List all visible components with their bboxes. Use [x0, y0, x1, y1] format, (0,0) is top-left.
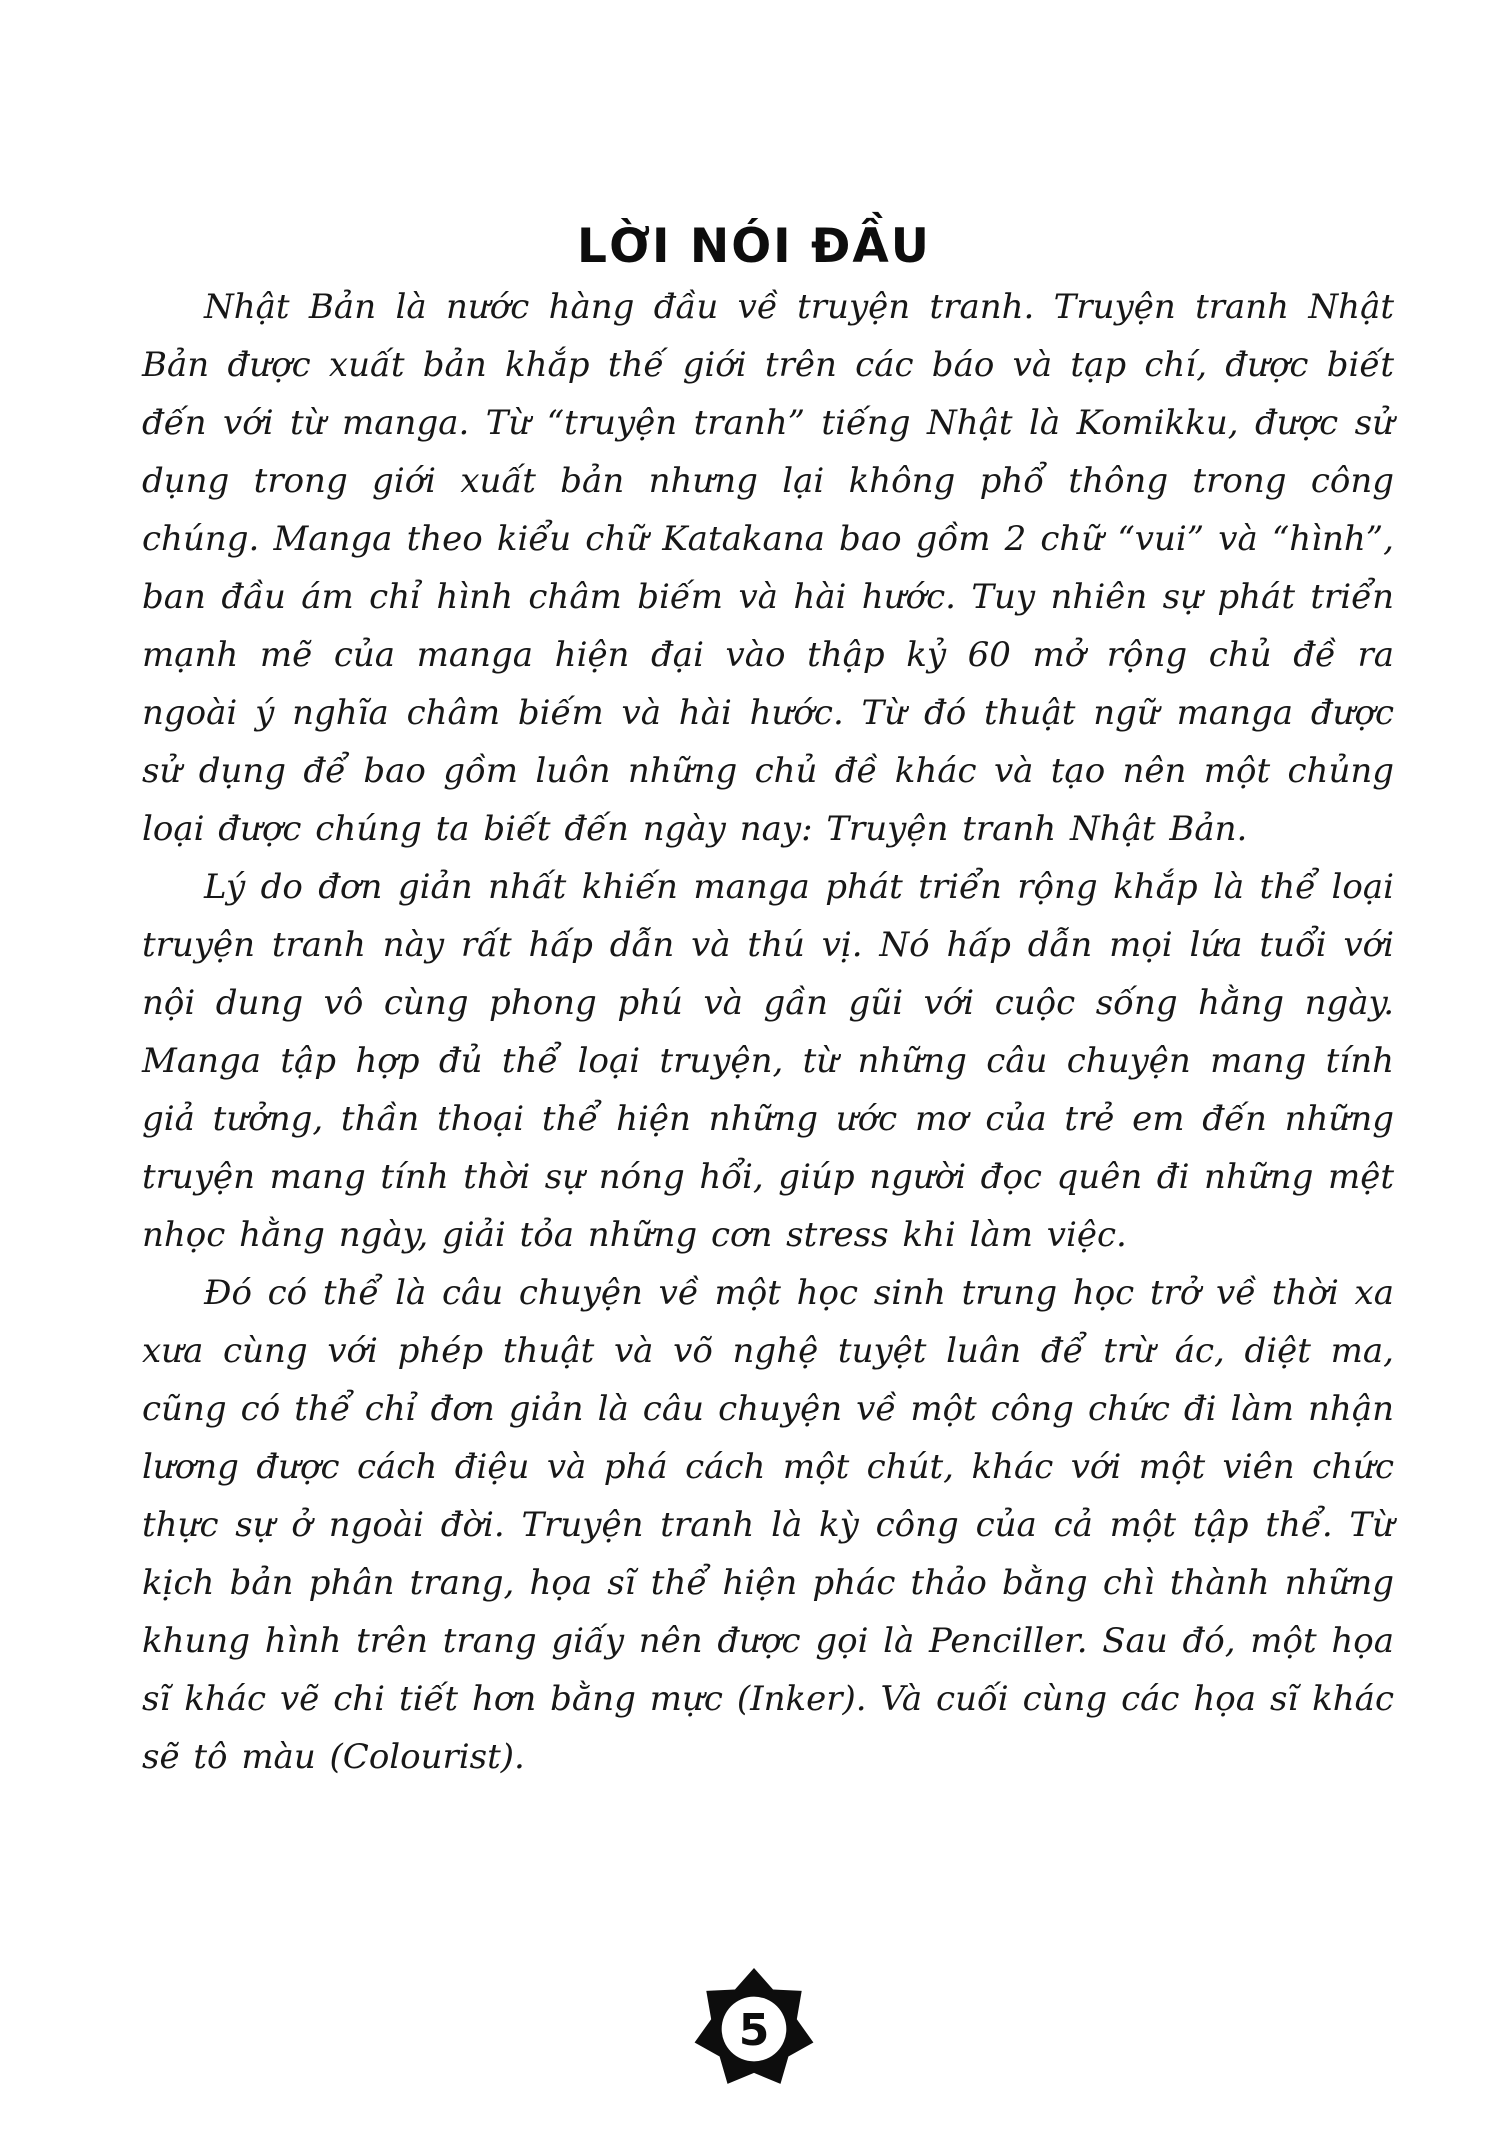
page-title: LỜI NÓI ĐẦU	[577, 219, 931, 275]
page-number: 5	[738, 2004, 770, 2056]
paragraph: Đó có thể là câu chuyện về một học sinh trung học trở về thời xa xưa cùng với phép thuật và võ nghệ tuyệt luân để trừ ác, diệt ma, cũng có thể chỉ đơn giản là câu chuyện về một công chức đi làm nhận lương được cách điệu và phá cách một chút, khác với một viên chức thực sự ở ngoài đời. Truyện tranh là kỳ công của cả một tập thể. Từ kịch bản phân trang, họa sĩ thể hiện phác thảo bằng chì thành những khung hình trên trang giấy nên được gọi là Penciller. Sau đó, một họa sĩ khác vẽ chi tiết hơn bằng mực (Inker). Và cuối cùng các họa sĩ khác sẽ tô màu (Colourist).	[142, 1273, 1394, 1777]
body-text	[142, 278, 1394, 1786]
page-number-badge	[693, 1968, 815, 2090]
paragraph: Lý do đơn giản nhất khiến manga phát triển rộng khắp là thể loại truyện tranh này rất hấp dẫn và thú vị. Nó hấp dẫn mọi lứa tuổi với nội dung vô cùng phong phú và gần gũi với cuộc sống hằng ngày. Manga tập hợp đủ thể loại truyện, từ những câu chuyện mang tính giả tưởng, thần thoại thể hiện những ước mơ của trẻ em đến những truyện mang tính thời sự nóng hổi, giúp người đọc quên đi những mệt nhọc hằng ngày, giải tỏa những cơn stress khi làm việc.	[142, 867, 1394, 1255]
paragraph: Nhật Bản là nước hàng đầu về truyện tranh. Truyện tranh Nhật Bản được xuất bản khắp thế giới trên các báo và tạp chí, được biết đến với từ manga. Từ “truyện tranh” tiếng Nhật là Komikku, được sử dụng trong giới xuất bản nhưng lại không phổ thông trong công chúng. Manga theo kiểu chữ Katakana bao gồm 2 chữ “vui” và “hình”, ban đầu ám chỉ hình châm biếm và hài hước. Tuy nhiên sự phát triển mạnh mẽ của manga hiện đại vào thập kỷ 60 mở rộng chủ đề ra ngoài ý nghĩa châm biếm và hài hước. Từ đó thuật ngữ manga được sử dụng để bao gồm luôn những chủ đề khác và tạo nên một chủng loại được chúng ta biết đến ngày nay: Truyện tranh Nhật Bản.	[142, 287, 1394, 849]
page-footer	[0, 1968, 1508, 2090]
